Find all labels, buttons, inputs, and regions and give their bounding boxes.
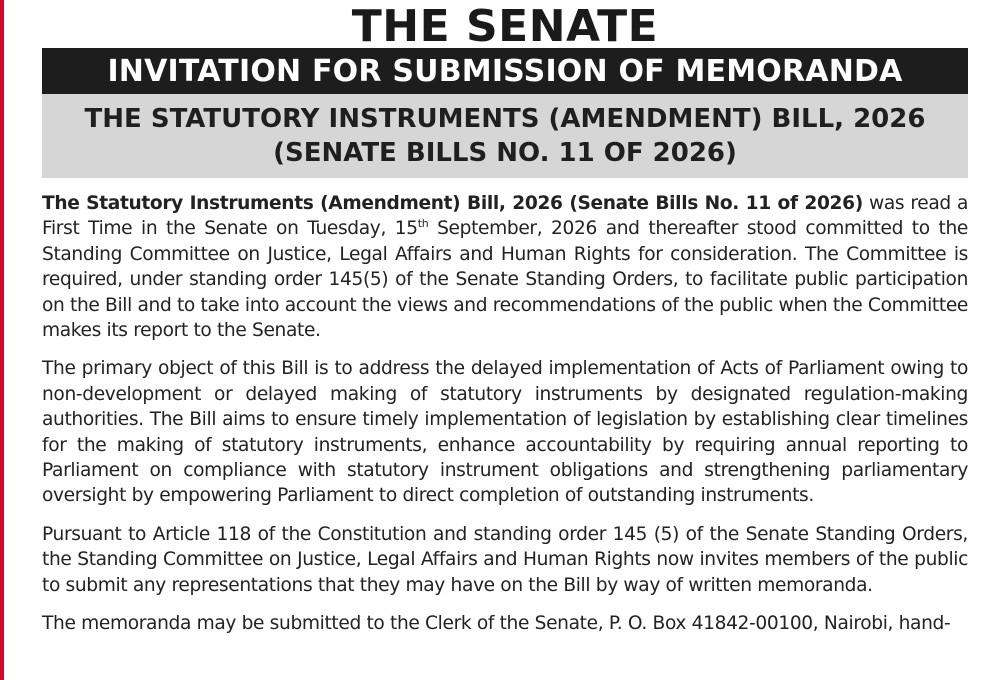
paragraph-3: Pursuant to Article 118 of the Constitution and standing order 145 (5) of the Senate Standing Orders, the Standing Committee on Justice, Legal Affairs and Human Rights now invites members of the public to submit any representations that they may have on the Bill by way of written memoranda. (42, 523, 968, 596)
paragraph-1-text-b: September, 2026 and thereafter stood committed to the Standing Committee on Justice, Legal Affairs and Human Rights for consideration. The Committee is required, under standing order 145(5) of the Senate Standing Orders, to facilitate public participation on the Bill and to take into account the views and recommendations of the public when the Committee makes its report to the Senate. (42, 218, 968, 342)
paragraph-1-text-a: was read a First Time in the Senate on Tuesday, 15 (42, 193, 968, 240)
notice-body (42, 191, 968, 637)
senate-title-text: THE SENATE (351, 1, 659, 42)
bill-title-line-1: THE STATUTORY INSTRUMENTS (AMENDMENT) BILL, 2026 (84, 104, 926, 134)
ordinal-suffix: th (417, 217, 429, 231)
invitation-heading: INVITATION FOR SUBMISSION OF MEMORANDA (107, 53, 903, 89)
senate-title (42, 0, 968, 42)
paragraph-1-bold-lead: The Statutory Instruments (Amendment) Bill, 2026 (Senate Bills No. 11 of 2026) (42, 193, 863, 214)
paragraph-2: The primary object of this Bill is to address the delayed implementation of Acts of Parliament owing to non-development or delayed making of statutory instruments by designated regulation-making authorities. The Bill aims to ensure timely implementation of legislation by establishing clear timelines for the making of statutory instruments, enhance accountability by requiring annual reporting to Parliament on compliance with statutory instrument obligations and strengthening parliamentary oversight by empowering Parliament to direct completion of outstanding instruments. (42, 358, 968, 507)
invitation-banner (42, 48, 968, 94)
left-red-rule (0, 0, 4, 680)
bill-title-banner (42, 94, 968, 178)
bill-title-line-2: (SENATE BILLS NO. 11 OF 2026) (273, 138, 737, 168)
paragraph-4: The memoranda may be submitted to the Clerk of the Senate, P. O. Box 41842-00100, Nairobi, hand- (42, 613, 951, 635)
notice-page (42, 0, 968, 650)
paragraph-1 (42, 191, 968, 343)
